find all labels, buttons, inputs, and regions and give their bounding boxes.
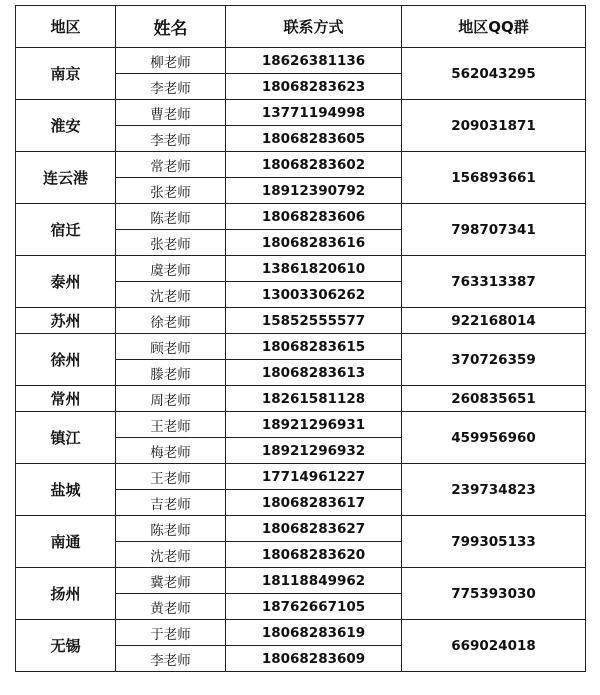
region-cell: 盐城 bbox=[16, 464, 116, 516]
contact-table bbox=[15, 5, 586, 672]
phone-cell: 18068283623 bbox=[226, 74, 402, 100]
phone-cell: 18068283619 bbox=[226, 620, 402, 646]
qq-group-cell: 775393030 bbox=[402, 568, 586, 620]
table-row bbox=[16, 256, 586, 282]
region-cell: 淮安 bbox=[16, 100, 116, 152]
phone-cell: 18068283616 bbox=[226, 230, 402, 256]
qq-group-cell: 156893661 bbox=[402, 152, 586, 204]
table-row bbox=[16, 334, 586, 360]
phone-cell: 18261581128 bbox=[226, 386, 402, 412]
phone-cell: 18068283627 bbox=[226, 516, 402, 542]
region-cell: 常州 bbox=[16, 386, 116, 412]
phone-cell: 18626381136 bbox=[226, 48, 402, 74]
header-qq: 地区QQ群 bbox=[402, 6, 586, 48]
region-cell: 苏州 bbox=[16, 308, 116, 334]
table-row bbox=[16, 620, 586, 646]
table-row bbox=[16, 412, 586, 438]
header-contact: 联系方式 bbox=[226, 6, 402, 48]
region-cell: 连云港 bbox=[16, 152, 116, 204]
region-cell: 南通 bbox=[16, 516, 116, 568]
phone-cell: 13003306262 bbox=[226, 282, 402, 308]
region-cell: 宿迁 bbox=[16, 204, 116, 256]
table-body bbox=[16, 48, 586, 672]
phone-cell: 13771194998 bbox=[226, 100, 402, 126]
region-cell: 徐州 bbox=[16, 334, 116, 386]
qq-group-cell: 763313387 bbox=[402, 256, 586, 308]
qq-group-cell: 922168014 bbox=[402, 308, 586, 334]
phone-cell: 18762667105 bbox=[226, 594, 402, 620]
region-cell: 南京 bbox=[16, 48, 116, 100]
teacher-name-cell: 沈老师 bbox=[116, 282, 226, 308]
region-cell: 无锡 bbox=[16, 620, 116, 672]
table-row bbox=[16, 386, 586, 412]
teacher-name-cell: 周老师 bbox=[116, 386, 226, 412]
phone-cell: 17714961227 bbox=[226, 464, 402, 490]
table-row bbox=[16, 516, 586, 542]
teacher-name-cell: 王老师 bbox=[116, 412, 226, 438]
teacher-name-cell: 冀老师 bbox=[116, 568, 226, 594]
region-cell: 扬州 bbox=[16, 568, 116, 620]
qq-group-cell: 669024018 bbox=[402, 620, 586, 672]
qq-group-cell: 209031871 bbox=[402, 100, 586, 152]
teacher-name-cell: 李老师 bbox=[116, 74, 226, 100]
phone-cell: 18068283606 bbox=[226, 204, 402, 230]
qq-group-cell: 459956960 bbox=[402, 412, 586, 464]
qq-group-cell: 370726359 bbox=[402, 334, 586, 386]
qq-group-cell: 798707341 bbox=[402, 204, 586, 256]
table-row bbox=[16, 568, 586, 594]
phone-cell: 18921296931 bbox=[226, 412, 402, 438]
teacher-name-cell: 王老师 bbox=[116, 464, 226, 490]
teacher-name-cell: 虞老师 bbox=[116, 256, 226, 282]
teacher-name-cell: 吉老师 bbox=[116, 490, 226, 516]
phone-cell: 18068283620 bbox=[226, 542, 402, 568]
teacher-name-cell: 黄老师 bbox=[116, 594, 226, 620]
phone-cell: 18068283615 bbox=[226, 334, 402, 360]
teacher-name-cell: 沈老师 bbox=[116, 542, 226, 568]
teacher-name-cell: 柳老师 bbox=[116, 48, 226, 74]
table-row bbox=[16, 100, 586, 126]
teacher-name-cell: 张老师 bbox=[116, 230, 226, 256]
table-row bbox=[16, 204, 586, 230]
phone-cell: 18118849962 bbox=[226, 568, 402, 594]
phone-cell: 18068283617 bbox=[226, 490, 402, 516]
header-name: 姓名 bbox=[116, 6, 226, 48]
teacher-name-cell: 滕老师 bbox=[116, 360, 226, 386]
header-row bbox=[16, 6, 586, 48]
phone-cell: 18068283605 bbox=[226, 126, 402, 152]
region-cell: 镇江 bbox=[16, 412, 116, 464]
phone-cell: 18068283602 bbox=[226, 152, 402, 178]
teacher-name-cell: 顾老师 bbox=[116, 334, 226, 360]
qq-group-cell: 799305133 bbox=[402, 516, 586, 568]
teacher-name-cell: 李老师 bbox=[116, 126, 226, 152]
qq-group-cell: 239734823 bbox=[402, 464, 586, 516]
phone-cell: 18921296932 bbox=[226, 438, 402, 464]
teacher-name-cell: 李老师 bbox=[116, 646, 226, 672]
header-region: 地区 bbox=[16, 6, 116, 48]
phone-cell: 15852555577 bbox=[226, 308, 402, 334]
teacher-name-cell: 常老师 bbox=[116, 152, 226, 178]
qq-group-cell: 260835651 bbox=[402, 386, 586, 412]
teacher-name-cell: 徐老师 bbox=[116, 308, 226, 334]
phone-cell: 18068283613 bbox=[226, 360, 402, 386]
teacher-name-cell: 陈老师 bbox=[116, 516, 226, 542]
teacher-name-cell: 于老师 bbox=[116, 620, 226, 646]
teacher-name-cell: 张老师 bbox=[116, 178, 226, 204]
table-row bbox=[16, 152, 586, 178]
teacher-name-cell: 曹老师 bbox=[116, 100, 226, 126]
teacher-name-cell: 梅老师 bbox=[116, 438, 226, 464]
table-row bbox=[16, 464, 586, 490]
teacher-name-cell: 陈老师 bbox=[116, 204, 226, 230]
phone-cell: 18912390792 bbox=[226, 178, 402, 204]
table-row bbox=[16, 308, 586, 334]
phone-cell: 13861820610 bbox=[226, 256, 402, 282]
region-cell: 泰州 bbox=[16, 256, 116, 308]
qq-group-cell: 562043295 bbox=[402, 48, 586, 100]
phone-cell: 18068283609 bbox=[226, 646, 402, 672]
table-row bbox=[16, 48, 586, 74]
